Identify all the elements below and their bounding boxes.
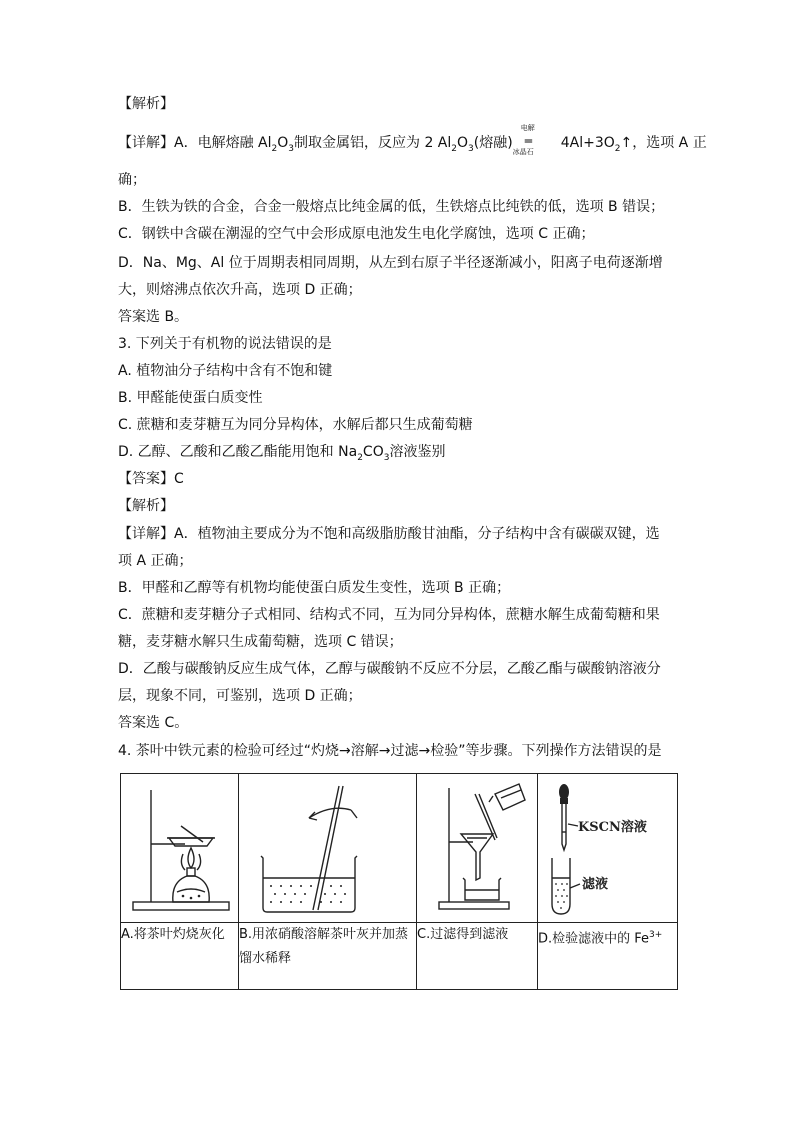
q3-detail-c-line2: 糖，麦芽糖水解只生成葡萄糖，选项 C 错误； xyxy=(118,634,403,650)
figure-b-dissolve xyxy=(239,774,417,923)
q2-detail-b: B．生铁为铁的合金，合金一般熔点比纯金属的低，生铁熔点比纯铁的低，选项 B 错误； xyxy=(118,199,665,215)
q3-detail-a-line2: 项 A 正确； xyxy=(118,553,193,569)
figure-row xyxy=(121,774,678,923)
q3-answer: 答案选 C。 xyxy=(118,715,189,731)
q2-detail-d-line2: 大，则熔沸点依次升高，选项 D 正确； xyxy=(118,282,362,298)
q2-answer: 答案选 B。 xyxy=(118,309,189,325)
q2-detail-c: C．钢铁中含碳在潮湿的空气中会形成原电池发生电化学腐蚀，选项 C 正确； xyxy=(118,226,595,242)
q3-detail-b: B．甲醛和乙醇等有机物均能使蛋白质发生变性，选项 B 正确； xyxy=(118,580,511,596)
caption-d: D.检验滤液中的 $Fe^{3+}$ xyxy=(538,923,678,990)
figure-c-filtration xyxy=(417,774,538,923)
filtrate-label: 滤液 xyxy=(582,877,609,892)
caption-c: C.过滤得到滤液 xyxy=(417,923,538,990)
caption-row xyxy=(121,923,678,990)
caption-a: A.将茶叶灼烧灰化 xyxy=(121,923,239,990)
q3-analysis-heading: 【解析】 xyxy=(118,498,174,514)
q4-operations-table xyxy=(120,773,678,990)
q4-stem: 4. 茶叶中铁元素的检验可经过“灼烧→溶解→过滤→检验”等步骤。下列操作方法错误的是 xyxy=(118,743,662,759)
q3-detail-d-line2: 层，现象不同，可鉴别，选项 D 正确； xyxy=(118,688,362,704)
figure-a-ignition xyxy=(121,774,239,923)
q3-option-d: D. 乙醇、乙酸和乙酸乙酯能用饱和 $Na_2CO_3$溶液鉴别 xyxy=(118,444,446,463)
q3-answer-heading: 【答案】C xyxy=(118,471,184,487)
q3-detail-a-line1: 【详解】A．植物油主要成分为不饱和高级脂肪酸甘油酯，分子结构中含有碳碳双键，选 xyxy=(118,526,660,542)
reaction-condition: 电解 ═ 冰晶石 xyxy=(512,124,535,156)
caption-b: B.用浓硝酸溶解茶叶灰并加蒸馏水稀释 xyxy=(239,923,417,990)
q2-detail-a: 【详解】A．电解熔融 $Al_2O_3$制取金属铝，反应为 2 $Al_2O_3$(熔融) 电解 ═ 冰晶石 $4Al+3O_2↑$，选项 A 正 xyxy=(118,124,707,156)
q3-detail-c-line1: C．蔗糖和麦芽糖分子式相同、结构式不同，互为同分异构体，蔗糖水解生成葡萄糖和果 xyxy=(118,607,660,623)
q3-option-c: C. 蔗糖和麦芽糖互为同分异构体，水解后都只生成葡萄糖 xyxy=(118,417,473,433)
q2-detail-a-cont: 确； xyxy=(118,172,146,188)
q3-detail-d-line1: D．乙酸与碳酸钠反应生成气体，乙醇与碳酸钠不反应不分层，乙酸乙酯与碳酸钠溶液分 xyxy=(118,661,661,677)
q3-option-b: B. 甲醛能使蛋白质变性 xyxy=(118,390,263,406)
q2-detail-d-line1: D．Na、Mg、Al 位于周期表相同周期，从左到右原子半径逐渐减小，阳离子电荷逐渐增 xyxy=(118,255,663,271)
kscn-label: KSCN溶液 xyxy=(578,820,647,835)
q2-analysis-heading: 【解析】 xyxy=(118,96,174,112)
q3-stem: 3. 下列关于有机物的说法错误的是 xyxy=(118,336,332,352)
figure-d-test xyxy=(538,774,678,923)
q3-option-a: A. 植物油分子结构中含有不饱和键 xyxy=(118,363,333,379)
